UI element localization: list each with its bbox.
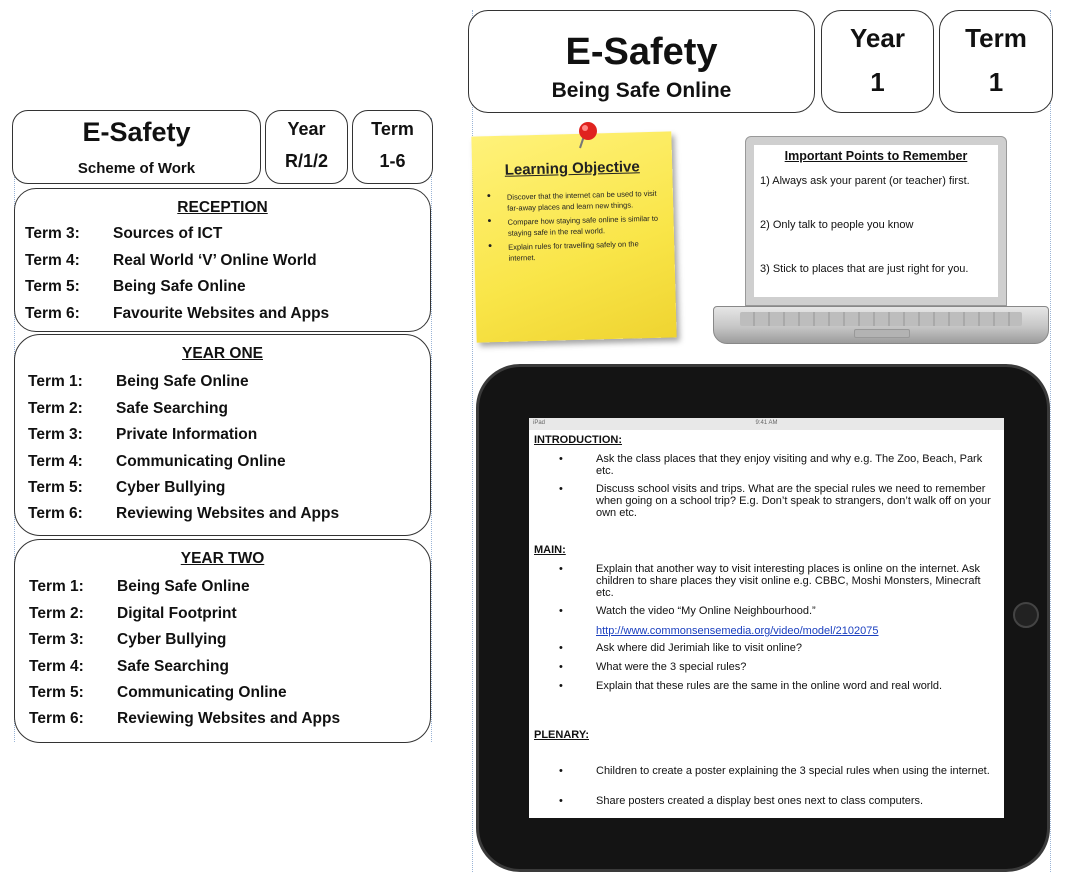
lesson-year-box: [821, 10, 934, 113]
lesson-title: E-Safety: [565, 31, 718, 73]
tablet-screen: iPad 9:41 AM INTRODUCTION: • Ask the class places that they enjoy visiting and why e.g. The Zoo, Beach, Park etc. • Discuss school visits and trips. What are the special rules we need to remember when going on a school trip? E.g. Don’t speak to strangers, don’t walk off on your own etc. MAIN: • Explain that another way to visit interesting places is online on the internet. Ask children to share places they visit online e.g. CBBC, Moshi Monsters, Minecraft etc. • Watch the video “My Online Neighbourhood.” http://www.commonsensemedia.org/video/model/2102075 • Ask where did Jerimiah like to visit online? • What were the 3 special rules? • Explain that these rules are the same in the online word and real world. PLENARY: • Children to create a poster explaining the 3 special rules when using the internet. • Share posters created a display best ones next to class computers.: [529, 418, 1004, 818]
list-item: Term 2: Digital Footprint: [29, 605, 237, 622]
lesson-term-box: [939, 10, 1053, 113]
scheme-term-value: 1-6: [379, 151, 406, 171]
learning-objective-title: Learning Objective: [504, 158, 640, 179]
list-item: Term 3: Private Information: [28, 426, 258, 443]
list-item: • Compare how staying safe online is similar to staying safe in the real world.: [487, 213, 664, 240]
year-one-title: YEAR ONE: [182, 345, 263, 362]
list-item: Term 5: Being Safe Online: [25, 278, 246, 295]
scheme-title: E-Safety: [82, 117, 191, 147]
scheme-term-label: Term: [371, 119, 414, 139]
year-one-panel: [14, 334, 431, 536]
important-points-panel: [754, 145, 998, 297]
laptop-keyboard: [713, 306, 1049, 344]
list-item: Term 6: Reviewing Websites and Apps: [29, 710, 341, 727]
list-item: Term 3: Sources of ICT: [25, 225, 223, 242]
learning-objective-list: [487, 188, 665, 268]
important-points-title: Important Points to Remember: [784, 149, 968, 163]
scheme-year-label: Year: [287, 119, 326, 139]
year-two-title: YEAR TWO: [180, 550, 265, 567]
list-item: Term 1: Being Safe Online: [28, 373, 249, 390]
list-item: • Explain rules for travelling safely on the internet.: [488, 238, 665, 265]
list-item: Term 5: Communicating Online: [29, 684, 287, 701]
laptop-screen: [745, 136, 1007, 306]
home-button-icon: [1013, 602, 1039, 628]
year-two-panel: [14, 539, 431, 743]
scheme-year-box: [265, 110, 348, 184]
lesson-term-label: Term: [965, 23, 1027, 53]
lesson-subtitle: Being Safe Online: [551, 79, 732, 102]
list-item: Term 3: Cyber Bullying: [29, 631, 227, 648]
list-item: Term 4: Communicating Online: [28, 453, 286, 470]
list-item: Term 1: Being Safe Online: [29, 578, 250, 595]
list-item: Term 6: Favourite Websites and Apps: [25, 305, 330, 322]
main-heading: MAIN:: [534, 544, 566, 556]
scheme-title-box: [12, 110, 261, 184]
guide-line: [1050, 10, 1051, 872]
list-item: 2) Only talk to people you know: [760, 219, 914, 231]
learning-objective-note: [471, 131, 676, 342]
lesson-year-label: Year: [850, 23, 905, 53]
list-item: 1) Always ask your parent (or teacher) first.: [760, 175, 970, 187]
lesson-year-value: 1: [870, 67, 885, 97]
list-item: Term 4: Safe Searching: [29, 658, 229, 675]
lesson-term-value: 1: [988, 67, 1004, 97]
scheme-subtitle: Scheme of Work: [77, 160, 196, 177]
introduction-heading: INTRODUCTION:: [534, 434, 622, 446]
keyboard-keys: [740, 312, 1022, 326]
pushpin-icon: [572, 120, 602, 150]
list-item: 3) Stick to places that are just right for you.: [760, 263, 969, 275]
status-carrier: iPad: [533, 420, 546, 426]
list-item: Term 5: Cyber Bullying: [28, 479, 226, 496]
guide-line: [431, 118, 432, 742]
lesson-title-box: [468, 10, 815, 113]
list-item: Term 2: Safe Searching: [28, 400, 228, 417]
trackpad: [854, 329, 910, 338]
reception-panel: [14, 188, 431, 332]
list-item: Term 6: Reviewing Websites and Apps: [28, 505, 340, 522]
list-item: • Discover that the internet can be used to visit far-away places and learn new things.: [487, 188, 664, 215]
status-bar: [529, 418, 1004, 430]
reception-title: RECEPTION: [177, 199, 268, 216]
status-time: 9:41 AM: [755, 420, 778, 426]
scheme-term-box: [352, 110, 433, 184]
video-link[interactable]: http://www.commonsensemedia.org/video/model/2102075: [596, 625, 879, 637]
scheme-year-value: R/1/2: [284, 151, 329, 171]
list-item: Term 4: Real World ‘V’ Online World: [25, 252, 317, 269]
plenary-heading: PLENARY:: [534, 729, 589, 741]
